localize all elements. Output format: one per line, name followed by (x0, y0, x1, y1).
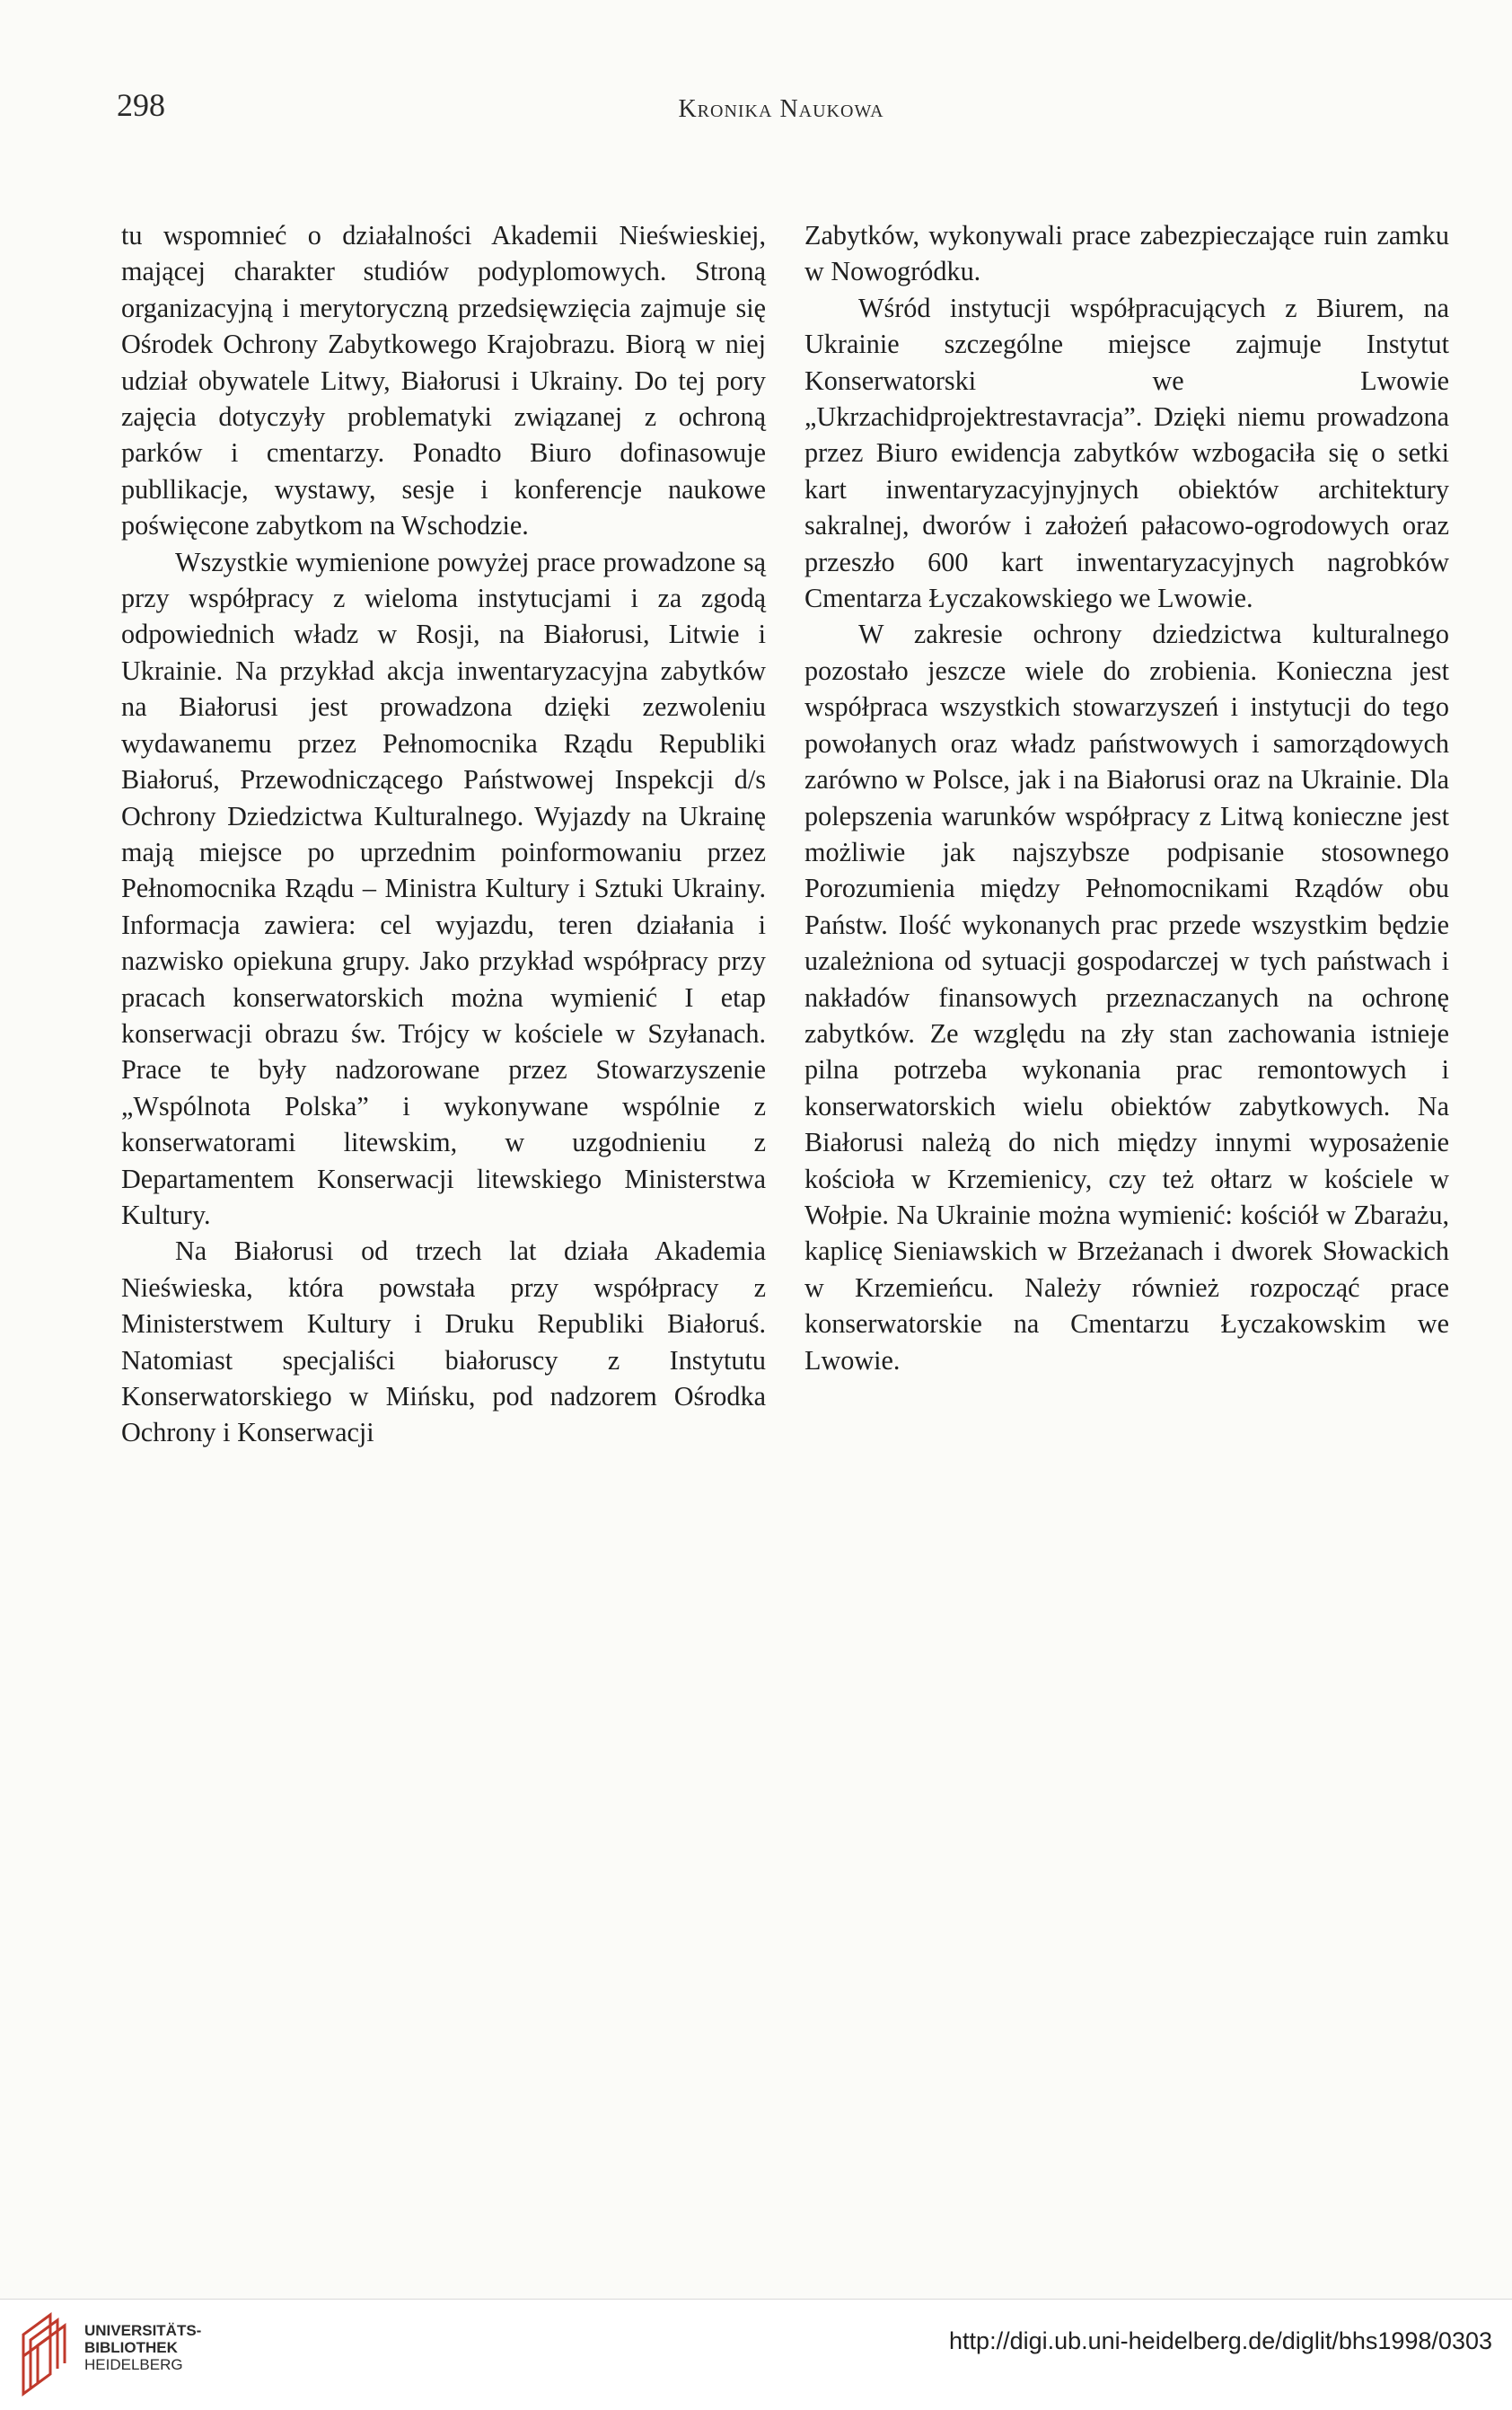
paragraph: Zabytków, wykonywali prace zabezpieczające ruin zamku w Nowogródku. (804, 220, 1449, 287)
source-url-link[interactable]: http://digi.ub.uni-heidelberg.de/diglit/bhs1998/0303 (949, 2327, 1492, 2354)
paragraph: W zakresie ochrony dziedzictwa kulturalnego pozostało jeszcze wiele do zrobienia. Konieczna jest współpraca wszystkich stowarzyszeń i instytucji do tego powołanych oraz władz państwowych i samorządowych zarówno w Polsce, jak i na Białorusi oraz na Ukrainie. Dla polepszenia warunków współpracy z Litwą konieczne jest możliwie jak najszybsze podpisanie stosownego Porozumienia między Pełnomocnikami Rządów obu Państw. Ilość wykonanych prac przede wszystkim będzie uzależniona od sytuacji gospodarczej w tych państwach i nakładów finansowych przeznaczanych na ochronę zabytków. Ze względu na zły stan zachowania istnieje pilna potrzeba wykonania prac remontowych i konserwatorskich wielu obiektów zabytkowych. Na Białorusi należą do nich między innymi wyposażenie kościoła w Krzemienicy, czy też ołtarz w kościele w Wołpie. Na Ukrainie można wymienić: kościół w Zbarażu, kaplicę Sieniawskich w Brzeżanach i dworek Słowackich w Krzemieńcu. Należy również rozpocząć prace konserwatorskie na Cmentarzu Łyczakowskim we Lwowie. (804, 619, 1449, 1376)
library-name-line: UNIVERSITÄTS- (84, 2322, 202, 2339)
running-head: Kronika Naukowa (678, 95, 884, 123)
paragraph: tu wspomnieć o działalności Akademii Nieświeskiej, mającej charakter studiów podyplomowych. Stroną organizacyjną i merytoryczną przedsięwzięcia zajmuje się Ośrodek Ochrony Zabytkowego Krajobrazu. Biorą w niej udział obywatele Litwy, Białorusi i Ukrainy. Do tej pory zajęcia dotyczyły problematyki związanej z ochroną parków i cmentarzy. Ponadto Biuro dofinasowuje publlikacje, wystawy, sesje i konferencje naukowe poświęcone zabytkom na Wschodzie. (121, 220, 766, 541)
paragraph: Na Białorusi od trzech lat działa Akademia Nieświeska, która powstała przy współpracy z Ministerstwem Kultury i Druku Republiki Białoruś. Natomiast specjaliści białoruscy z Instytutu Konserwatorskiego w Mińsku, pod nadzorem Ośrodka Ochrony i Konserwacji (121, 1236, 766, 1448)
page-number: 298 (117, 87, 165, 123)
library-name-line: BIBLIOTHEK (84, 2339, 178, 2356)
library-name (84, 2322, 201, 2373)
library-logo-icon (18, 2308, 72, 2397)
left-column (121, 217, 766, 1451)
right-column (804, 217, 1449, 1378)
paragraph: Wśród instytucji współpracujących z Biurem, na Ukrainie szczególne miejsce zajmuje Instytut Konserwatorski we Lwowie „Ukrzachidprojektrestavracja”. Dzięki niemu prowadzona przez Biuro ewidencja zabytków wzbogaciła się o setki kart inwentaryzacyjnyjnych obiektów architektury sakralnej, dworów i założeń pałacowo-ogrodowych oraz przeszło 600 kart inwentaryzacyjnych nagrobków Cmentarza Łyczakowskiego we Lwowie. (804, 292, 1449, 614)
paragraph: Wszystkie wymienione powyżej prace prowadzone są przy współpracy z wieloma instytucjami i za zgodą odpowiednich władz w Rosji, na Białorusi, Litwie i Ukrainie. Na przykład akcja inwentaryzacyjna zabytków na Białorusi jest prowadzona dzięki zezwoleniu wydawanemu przez Pełnomocnika Rządu Republiki Białoruś, Przewodniczącego Państwowej Inspekcji d/s Ochrony Dziedzictwa Kulturalnego. Wyjazdy na Ukrainę mają miejsce po uprzednim poinformowaniu przez Pełnomocnika Rządu – Ministra Kultury i Sztuki Ukrainy. Informacja zawiera: cel wyjazdu, teren działania i nazwisko opiekuna grupy. Jako przykład współpracy przy pracach konserwatorskich można wymienić I etap konserwacji obrazu św. Trójcy w kościele w Szyłanach. Prace te były nadzorowane przez Stowarzyszenie „Wspólnota Polska” i wykonywane wspólnie z konserwatorami litewskim, w uzgodnieniu z Departamentem Konserwacji litewskiego Ministerstwa Kultury. (121, 546, 766, 1230)
library-name-line: HEIDELBERG (84, 2356, 183, 2373)
page-header (117, 86, 1446, 140)
